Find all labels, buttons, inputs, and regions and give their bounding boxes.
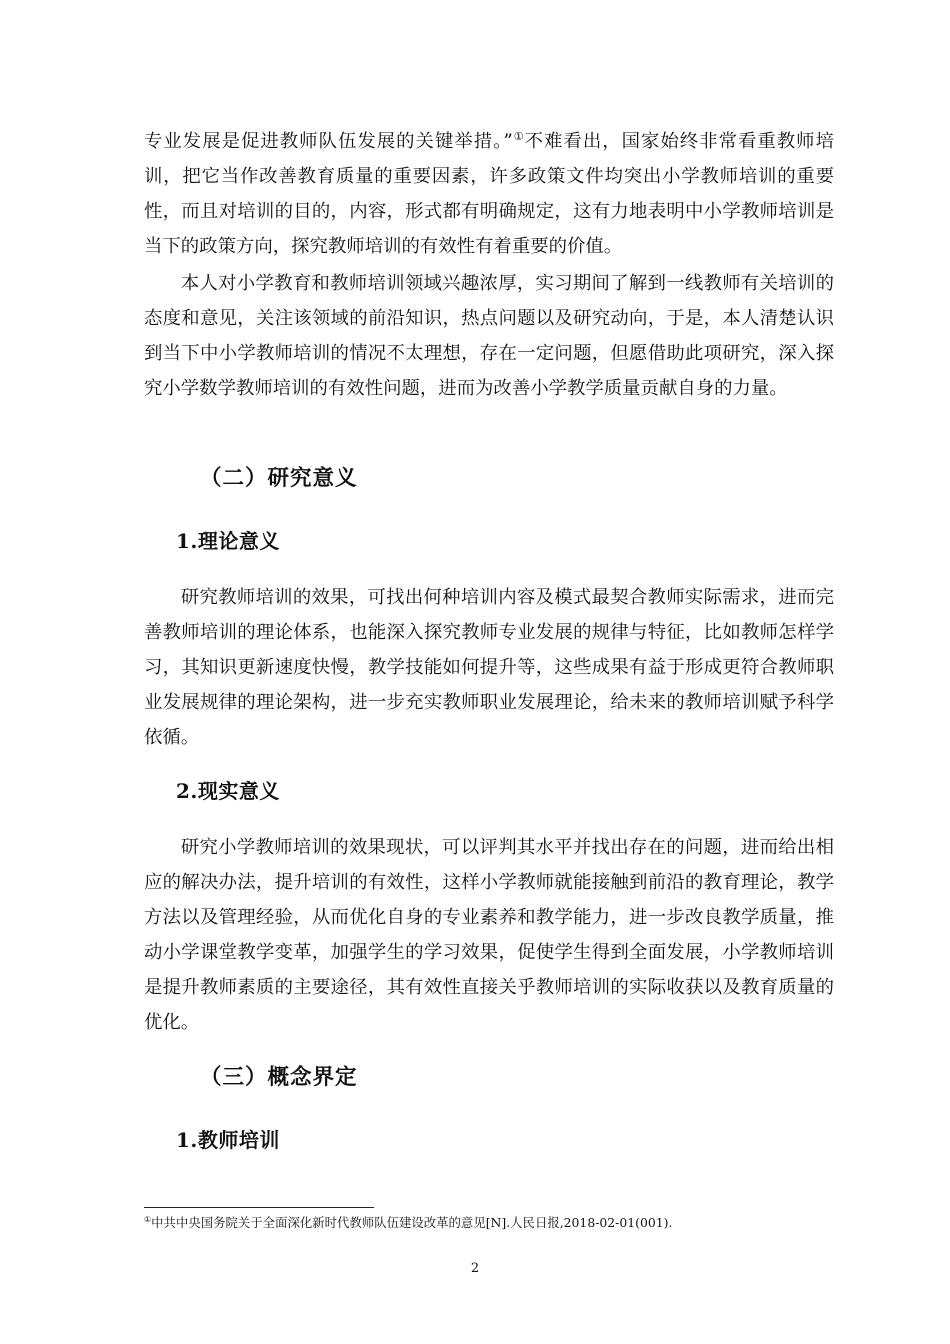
footnote-reference-mark[interactable]: ① bbox=[512, 129, 525, 143]
body-paragraph-1 bbox=[144, 124, 834, 264]
body-paragraph-2: 本人对小学教育和教师培训领域兴趣浓厚，实习期间了解到一线教师有关培训的态度和意见，关注该领域的前沿知识，热点问题以及研究动向，于是，本人清楚认识到当下中小学教师培训的情况不太理想，存在一定问题，但愿借助此项研究，深入探究小学数学教师培训的有效性问题，进而为改善小学教学质量贡献自身的力量。 bbox=[144, 273, 834, 399]
footnote-mark: ① bbox=[144, 1214, 152, 1224]
paragraph-1-lead: 专业发展是促进教师队伍发展的关键举措。” bbox=[144, 131, 513, 152]
paragraph-1-rest: 不难看出，国家始终非常看重教师培训，把它当作改善教育质量的重要因素，许多政策文件均突出小学教师培训的重要性，而且对培训的目的，内容，形式都有明确规定，这有力地表明中小学教师培训是当下的政策方向，探究教师培训的有效性有着重要的价值。 bbox=[144, 131, 834, 257]
section-heading-concept-definition: （三）概念界定 bbox=[200, 1065, 358, 1090]
section-heading-research-significance: （二）研究意义 bbox=[200, 466, 358, 491]
page-number: 2 bbox=[470, 1261, 480, 1276]
footnote bbox=[144, 1214, 844, 1232]
footnote-text: 中共中央国务院关于全面深化新时代教师队伍建设改革的意见[N].人民日报,2018-02-01(001). bbox=[151, 1215, 673, 1230]
body-paragraph-3: 研究教师培训的效果，可找出何种培训内容及模式最契合教师实际需求，进而完善教师培训的理论体系，也能深入探究教师专业发展的规律与特征，比如教师怎样学习，其知识更新速度快慢，教学技能如何提升等，这些成果有益于形成更符合教师职业发展规律的理论架构，进一步充实教师职业发展理论，给未来的教师培训赋予科学依循。 bbox=[144, 587, 834, 748]
subheading-practical-significance: 2.现实意义 bbox=[176, 779, 280, 803]
subheading-teacher-training: 1.教师培训 bbox=[176, 1128, 280, 1152]
footnote-separator bbox=[144, 1207, 374, 1208]
body-paragraph-4: 研究小学教师培训的效果现状，可以评判其水平并找出存在的问题，进而给出相应的解决办法，提升培训的有效性，这样小学教师就能接触到前沿的教育理论，教学方法以及管理经验，从而优化自身的专业素养和教学能力，进一步改良教学质量，推动小学课堂教学变革，加强学生的学习效果，促使学生得到全面发展，小学教师培训是提升教师素质的主要途径，其有效性直接关乎教师培训的实际收获以及教育质量的优化。 bbox=[144, 837, 834, 1033]
subheading-theoretical-significance: 1.理论意义 bbox=[176, 529, 280, 553]
